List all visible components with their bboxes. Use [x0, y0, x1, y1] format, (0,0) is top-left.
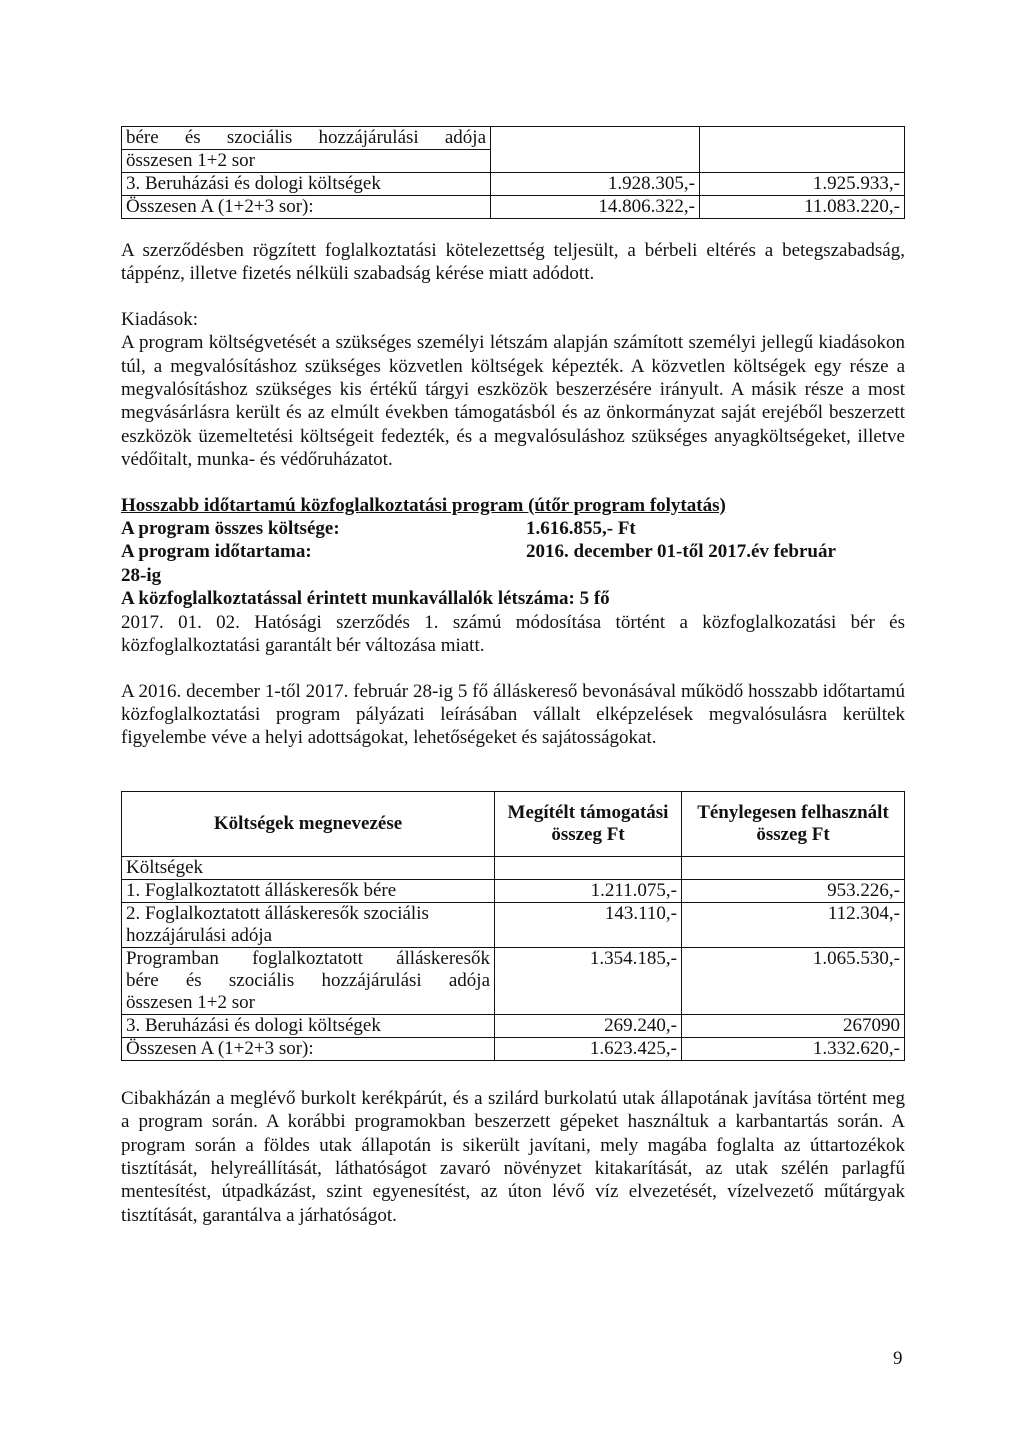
cost-table-continued	[121, 126, 905, 219]
table-cell-used	[682, 856, 905, 879]
table-cell-label	[122, 947, 495, 1014]
program-title: Hosszabb időtartamú közfoglalkoztatási program (útőr program folytatás)	[121, 494, 726, 516]
table-row	[122, 902, 905, 947]
header-name: Költségek megnevezése	[122, 791, 495, 856]
header-granted: Megítélt támogatási összeg Ft	[495, 791, 682, 856]
table-cell-granted: 1.928.305,-	[491, 173, 700, 196]
program-workers: A közfoglalkoztatással érintett munkavállalók létszáma: 5 fő	[121, 588, 610, 610]
table-cell-used: 953.226,-	[682, 879, 905, 902]
table-cell-label: Összesen A (1+2+3 sor):	[122, 196, 491, 219]
program-cost-value: 1.616.855,- Ft	[526, 518, 636, 540]
table-row	[122, 127, 905, 150]
program-duration-continuation: 28-ig	[121, 564, 162, 586]
program-paragraph: A 2016. december 1-től 2017. február 28-ig 5 fő álláskereső bevonásával működő hosszabb időtartamú közfoglalkoztatási program pályázati leírásában vállalt elképzelések megvalósulásra kerültek figyelembe véve a helyi adottságokat, lehetőségeket és sajátosságokat.	[121, 680, 905, 749]
table-cell-used: 1.065.530,-	[682, 947, 905, 1014]
table-row	[122, 1037, 905, 1060]
table-cell-label: összesen 1+2 sor	[122, 150, 491, 173]
table-cell-granted: 1.623.425,-	[495, 1037, 682, 1060]
label-line: Programban foglalkoztatott álláskeresők	[126, 947, 490, 969]
table-cell-used: 1.925.933,-	[700, 173, 905, 196]
document-page	[121, 126, 905, 1227]
table-cell-granted	[495, 856, 682, 879]
table-cell-label: Költségek	[122, 856, 495, 879]
table-row	[122, 196, 905, 219]
page-number: 9	[893, 1348, 903, 1369]
table-cell-used	[700, 127, 905, 173]
table-cell-label: Összesen A (1+2+3 sor):	[122, 1037, 495, 1060]
table-header-row	[122, 791, 905, 856]
table-row	[122, 173, 905, 196]
program-duration-row	[121, 540, 905, 563]
table-cell-label: 3. Beruházási és dologi költségek	[122, 1014, 495, 1037]
table-cell-used: 267090	[682, 1014, 905, 1037]
header-used: Ténylegesen felhasznált összeg Ft	[682, 791, 905, 856]
table-cell-used: 11.083.220,-	[700, 196, 905, 219]
table-cell-used: 1.332.620,-	[682, 1037, 905, 1060]
table-cell-used: 112.304,-	[682, 902, 905, 947]
table-cell-label	[122, 902, 495, 947]
table-cell-label: 3. Beruházási és dologi költségek	[122, 173, 491, 196]
table-row	[122, 947, 905, 1014]
cost-table	[121, 791, 905, 1061]
table-cell-granted: 1.354.185,-	[495, 947, 682, 1014]
expenses-heading: Kiadások:	[121, 308, 199, 330]
table-cell-label: bére és szociális hozzájárulási adója	[122, 127, 491, 150]
table-cell-granted: 269.240,-	[495, 1014, 682, 1037]
table-row	[122, 1014, 905, 1037]
label-line: összesen 1+2 sor	[126, 991, 255, 1013]
label-line: bére és szociális hozzájárulási adója	[126, 969, 490, 991]
label-line: hozzájárulási adója	[126, 924, 273, 946]
table-row	[122, 856, 905, 879]
program-cost-label: A program összes költsége:	[121, 518, 340, 540]
table-cell-granted	[491, 127, 700, 173]
expenses-paragraph: A program költségvetését a szükséges személyi létszám alapján számított személyi jellegű kiadásokon túl, a megvalósításhoz szükséges közvetlen költségek képezték. A közvetlen költségek egy része a megvalósításhoz szükséges kis értékű tárgyi eszközök beszerzésére irányult. A másik része a most megvásárlásra került és az elmúlt években támogatásból és az önkormányzat saját erejéből beszerzett eszközök üzemeltetési költségeit fedezték, és a megvalósuláshoz szükséges anyagköltségeket, illetve védőitalt, munka- és védőruházatot.	[121, 332, 905, 471]
table-cell-granted: 143.110,-	[495, 902, 682, 947]
table-cell-granted: 1.211.075,-	[495, 879, 682, 902]
program-duration-value: 2016. december 01-től 2017.év február	[526, 541, 836, 563]
employment-paragraph: A szerződésben rögzített foglalkoztatási kötelezettség teljesült, a bérbeli eltérés a betegszabadság, táppénz, illetve fizetés nélküli szabadság kérése miatt adódott.	[121, 240, 905, 285]
program-cost-row	[121, 517, 905, 540]
table-row	[122, 879, 905, 902]
contract-paragraph: 2017. 01. 02. Hatósági szerződés 1. számú módosítása történt a közfoglalkozatási bér és közfoglalkoztatási garantált bér változása miatt.	[121, 611, 905, 657]
program-duration-label: A program időtartama:	[121, 541, 312, 563]
label-line: 2. Foglalkoztatott álláskeresők szociális	[126, 902, 429, 924]
results-paragraph: Cibakházán a meglévő burkolt kerékpárút, és a szilárd burkolatú utak állapotának javítása történt meg a program során. A korábbi programokban beszerzett gépeket használtuk a karbantartás során. A program során a földes utak állapotán is sikerült javítani, mely magába foglalta az úttartozékok tisztítását, helyreállítását, láthatóságot zavaró növényzet kitakarítását, az utak szélén parlagfű mentesítést, útpadkázást, szint egyenesítést, az úton lévő víz elvezetését, vízelvezető műtárgyak tisztítását, garantálva a járhatóságot.	[121, 1087, 905, 1226]
table-cell-granted: 14.806.322,-	[491, 196, 700, 219]
table-cell-label: 1. Foglalkoztatott álláskeresők bére	[122, 879, 495, 902]
